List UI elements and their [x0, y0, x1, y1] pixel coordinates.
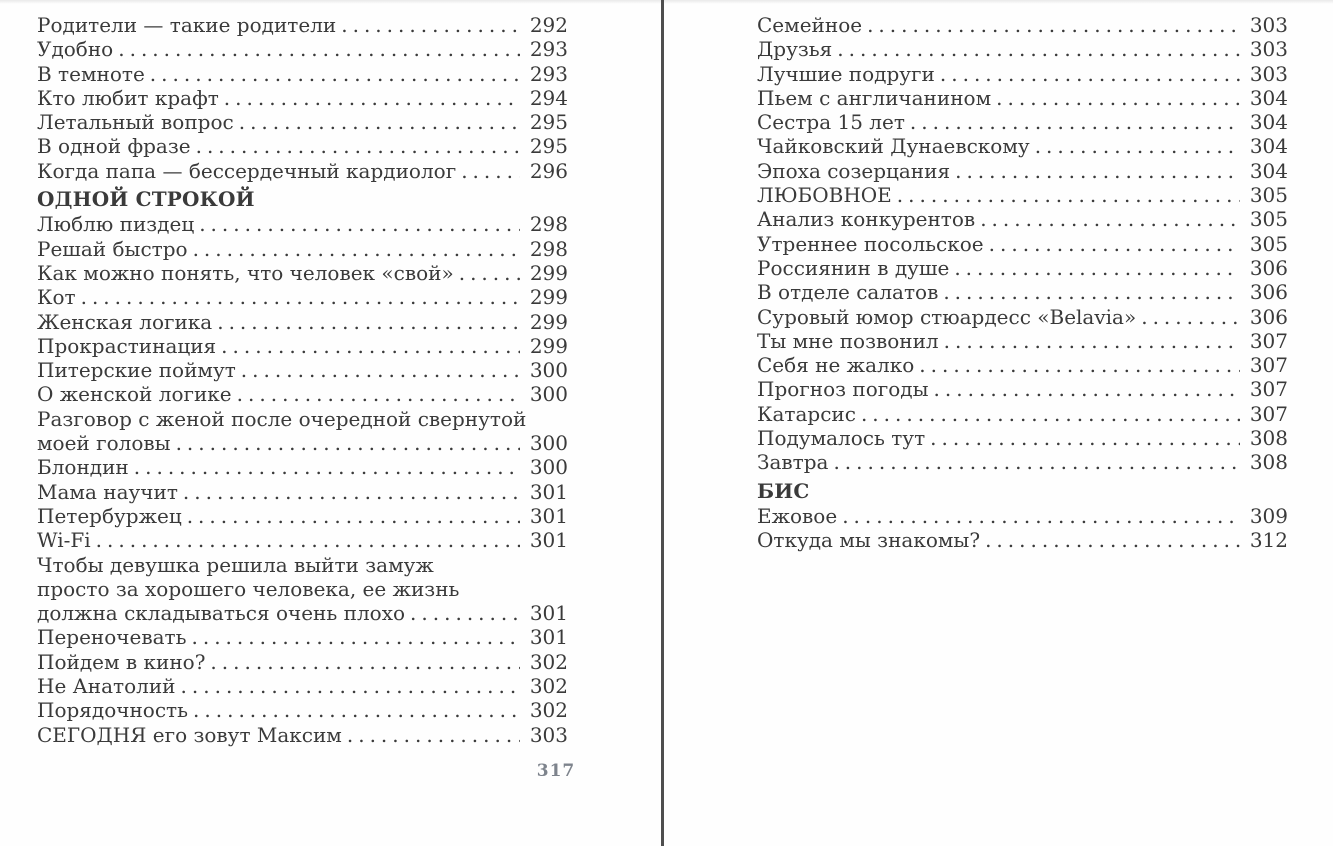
toc-column-right — [757, 13, 1288, 553]
toc-entry-page: 301 — [529, 479, 568, 504]
toc-entry-page: 301 — [529, 625, 568, 650]
dot-leader — [191, 625, 519, 649]
dot-leader — [1035, 134, 1240, 158]
dot-leader — [183, 480, 520, 504]
toc-entry-title: Откуда мы знакомы? — [757, 528, 981, 553]
toc-entry-title: Люблю пиздец — [37, 212, 195, 237]
toc-entry-title: Ты мне позвонил — [757, 328, 939, 353]
dot-leader — [861, 402, 1240, 426]
toc-entry-page: 309 — [1249, 503, 1288, 528]
toc-entry — [37, 455, 568, 479]
page-top-shadow — [0, 0, 1333, 4]
toc-section-heading: БИС — [757, 478, 810, 503]
toc-entry-wrap-line: Разговор с женой после очередной свернутой — [37, 406, 527, 431]
toc-entry-title: Wi-Fi — [37, 528, 91, 553]
toc-entry — [757, 450, 1288, 474]
dot-leader — [237, 382, 520, 406]
page-number: 317 — [536, 761, 576, 781]
toc-entry-title: Блондин — [37, 455, 129, 480]
toc-entry-title: Женская логика — [37, 309, 213, 334]
dot-leader — [1141, 305, 1240, 329]
toc-entry-page: 303 — [1249, 13, 1288, 37]
toc-entry-title: Чайковский Дунаевскому — [757, 134, 1030, 159]
toc-entry — [37, 382, 568, 406]
toc-entry — [37, 625, 568, 649]
dot-leader — [187, 504, 520, 528]
toc-entry-page: 302 — [529, 649, 568, 674]
toc-entry — [37, 212, 568, 236]
toc-entry-title: СЕГОДНЯ его зовут Максим — [37, 722, 342, 747]
dot-leader — [181, 674, 520, 698]
toc-entry — [37, 358, 568, 382]
toc-entry-title: Когда папа — бессердечный кардиолог — [37, 158, 457, 183]
toc-entry — [757, 207, 1288, 231]
toc-entry-title: Сестра 15 лет — [757, 110, 905, 135]
dot-leader — [919, 353, 1240, 377]
toc-entry-title: Мама научит — [37, 479, 178, 504]
dot-leader — [193, 237, 520, 261]
toc-entry — [757, 13, 1288, 37]
toc-entry — [37, 650, 568, 674]
toc-entry-title: должна складываться очень плохо — [37, 601, 406, 626]
dot-leader — [196, 134, 520, 158]
toc-entry-title: Завтра — [757, 450, 829, 475]
dot-leader — [867, 13, 1240, 37]
toc-entry — [757, 86, 1288, 110]
dot-leader — [134, 455, 520, 479]
dot-leader — [955, 159, 1240, 183]
toc-entry-title: Не Анатолий — [37, 674, 176, 699]
toc-entry-page: 294 — [529, 85, 568, 110]
toc-entry — [757, 528, 1288, 552]
toc-entry — [37, 134, 568, 158]
toc-entry-page: 300 — [529, 382, 568, 407]
toc-entry — [37, 431, 568, 455]
toc-entry-page: 306 — [1249, 280, 1288, 305]
dot-leader — [930, 426, 1240, 450]
dot-leader — [943, 280, 1239, 304]
dot-leader — [118, 37, 520, 61]
toc-entry — [37, 159, 568, 183]
toc-entry-title: Лучшие подруги — [757, 61, 935, 86]
toc-entry-title: Суровый юмор стюардесс «Belavia» — [757, 304, 1137, 329]
toc-entry — [37, 674, 568, 698]
toc-entry-title: моей головы — [37, 431, 171, 456]
dot-leader — [934, 377, 1240, 401]
toc-entry — [757, 329, 1288, 353]
toc-entry-title: Ежовое — [757, 503, 838, 528]
toc-entry-page: 301 — [529, 601, 568, 626]
toc-entry — [37, 237, 568, 261]
toc-entry-page: 303 — [1249, 37, 1288, 62]
toc-entry-page: 304 — [1249, 110, 1288, 135]
toc-entry — [757, 232, 1288, 256]
toc-entry-title: Удобно — [37, 37, 114, 62]
toc-entry — [757, 353, 1288, 377]
toc-entry-title: Переночевать — [37, 625, 187, 650]
toc-entry-page: 305 — [1249, 207, 1288, 232]
toc-entry-page: 301 — [529, 528, 568, 553]
toc-entry-page: 306 — [1249, 304, 1288, 329]
dot-leader — [410, 601, 520, 625]
toc-entry-title: Родители — такие родители — [37, 13, 337, 37]
toc-entry-page: 308 — [1249, 426, 1288, 451]
toc-entry-page: 301 — [529, 503, 568, 528]
toc-entry-page: 305 — [1249, 183, 1288, 208]
dot-leader — [210, 650, 519, 674]
dot-leader — [199, 212, 520, 236]
toc-entry — [757, 159, 1288, 183]
dot-leader — [837, 37, 1240, 61]
dot-leader — [341, 13, 520, 37]
toc-entry-page: 293 — [529, 37, 568, 62]
toc-entry — [37, 285, 568, 309]
toc-entry-title: Порядочность — [37, 698, 189, 723]
toc-entry — [757, 134, 1288, 158]
toc-entry — [37, 37, 568, 61]
toc-entry — [37, 528, 568, 552]
toc-entry-page: 305 — [1249, 231, 1288, 256]
toc-entry-page: 300 — [529, 455, 568, 480]
dot-leader — [193, 698, 520, 722]
toc-entry — [37, 334, 568, 358]
toc-entry-title: Семейное — [757, 13, 863, 37]
toc-entry-title: Питерские поймут — [37, 358, 236, 383]
toc-entry-page: 308 — [1249, 450, 1288, 475]
toc-entry-title: Летальный вопрос — [37, 110, 234, 135]
toc-entry — [37, 723, 568, 747]
toc-entry-title: В одной фразе — [37, 134, 191, 159]
toc-entry-title: О женской логике — [37, 382, 232, 407]
toc-entry — [37, 261, 568, 285]
dot-leader — [944, 329, 1240, 353]
toc-entry-title: Прогноз погоды — [757, 377, 929, 402]
toc-entry-page: 299 — [529, 333, 568, 358]
toc-entry-page: 303 — [1249, 61, 1288, 86]
toc-entry-title: Как можно понять, что человек «свой» — [37, 260, 454, 285]
toc-entry-title: Петербуржец — [37, 503, 182, 528]
toc-entry — [37, 86, 568, 110]
toc-entry-page: 304 — [1249, 158, 1288, 183]
toc-entry-page: 299 — [529, 309, 568, 334]
toc-entry-page: 300 — [529, 358, 568, 383]
dot-leader — [833, 450, 1239, 474]
toc-entry-title: В темноте — [37, 61, 145, 86]
dot-leader — [985, 528, 1240, 552]
toc-entry — [37, 13, 568, 37]
toc-entry — [757, 280, 1288, 304]
page-gutter-divider — [661, 0, 664, 846]
toc-entry-title: Анализ конкурентов — [757, 207, 976, 232]
toc-section-heading: ОДНОЙ СТРОКОЙ — [37, 187, 255, 212]
dot-leader — [150, 62, 520, 86]
dot-leader — [224, 86, 520, 110]
toc-entry-title: Россиянин в душе — [757, 255, 950, 280]
toc-entry-page: 295 — [529, 110, 568, 135]
toc-entry-page: 307 — [1249, 353, 1288, 378]
toc-entry — [37, 310, 568, 334]
toc-entry-page: 298 — [529, 212, 568, 237]
dot-leader — [217, 310, 520, 334]
dot-leader — [461, 159, 520, 183]
toc-entry — [757, 62, 1288, 86]
toc-entry-page: 307 — [1249, 401, 1288, 426]
toc-entry — [757, 426, 1288, 450]
toc-entry — [757, 402, 1288, 426]
dot-leader — [221, 334, 520, 358]
toc-entry-page: 299 — [529, 285, 568, 310]
toc-entry-page: 306 — [1249, 255, 1288, 280]
toc-entry — [37, 110, 568, 134]
toc-entry-page: 302 — [529, 674, 568, 699]
toc-entry-title: Подумалось тут — [757, 426, 926, 451]
dot-leader — [940, 62, 1240, 86]
toc-entry — [757, 305, 1288, 329]
toc-entry-page: 298 — [529, 236, 568, 261]
dot-leader — [989, 232, 1240, 256]
dot-leader — [239, 110, 520, 134]
toc-entry — [757, 377, 1288, 401]
toc-entry-wrap-line: Чтобы девушка решила выйти замуж — [37, 552, 434, 577]
toc-entry — [757, 110, 1288, 134]
toc-entry-title: Друзья — [757, 37, 833, 62]
toc-entry-page: 300 — [529, 431, 568, 456]
toc-entry-title: Кот — [37, 285, 76, 310]
toc-entry-title: Утреннее посольское — [757, 231, 984, 256]
toc-entry-page: 295 — [529, 134, 568, 159]
toc-entry-page: 307 — [1249, 328, 1288, 353]
toc-entry-title: Эпоха созерцания — [757, 158, 951, 183]
toc-entry-title: Решай быстро — [37, 236, 188, 261]
dot-leader — [842, 504, 1240, 528]
toc-entry — [757, 37, 1288, 61]
toc-entry — [37, 504, 568, 528]
dot-leader — [996, 86, 1240, 110]
toc-entry — [37, 480, 568, 504]
toc-entry-page: 312 — [1249, 528, 1288, 553]
toc-entry-page: 304 — [1249, 134, 1288, 159]
toc-entry-page: 303 — [529, 722, 568, 747]
dot-leader — [459, 261, 520, 285]
toc-entry-title: Пьем с англичанином — [757, 85, 992, 110]
toc-entry-title: Пойдем в кино? — [37, 649, 206, 674]
toc-entry-title: Себя не жалко — [757, 353, 915, 378]
toc-entry — [757, 256, 1288, 280]
dot-leader — [96, 528, 520, 552]
toc-entry-wrap-line: просто за хорошего человека, ее жизнь — [37, 576, 460, 601]
dot-leader — [954, 256, 1239, 280]
toc-entry-title: В отделе салатов — [757, 280, 939, 305]
dot-leader — [897, 183, 1240, 207]
toc-entry — [37, 601, 568, 625]
toc-entry-page: 304 — [1249, 85, 1288, 110]
dot-leader — [347, 723, 520, 747]
toc-entry — [37, 698, 568, 722]
dot-leader — [241, 358, 520, 382]
dot-leader — [980, 207, 1240, 231]
toc-entry-page: 307 — [1249, 377, 1288, 402]
toc-entry-page: 296 — [529, 158, 568, 183]
toc-entry-page: 292 — [529, 13, 568, 37]
toc-entry-title: Катарсис — [757, 401, 856, 426]
dot-leader — [910, 110, 1240, 134]
toc-entry-title: Кто любит крафт — [37, 85, 219, 110]
toc-entry-page: 302 — [529, 698, 568, 723]
toc-entry-page: 299 — [529, 260, 568, 285]
toc-column-left — [37, 13, 568, 747]
toc-entry-page: 293 — [529, 61, 568, 86]
toc-entry — [37, 62, 568, 86]
dot-leader — [176, 431, 520, 455]
toc-entry-title: Прокрастинация — [37, 333, 217, 358]
toc-entry — [757, 504, 1288, 528]
toc-entry — [757, 183, 1288, 207]
toc-entry-title: ЛЮБОВНОЕ — [757, 183, 892, 208]
dot-leader — [81, 285, 520, 309]
